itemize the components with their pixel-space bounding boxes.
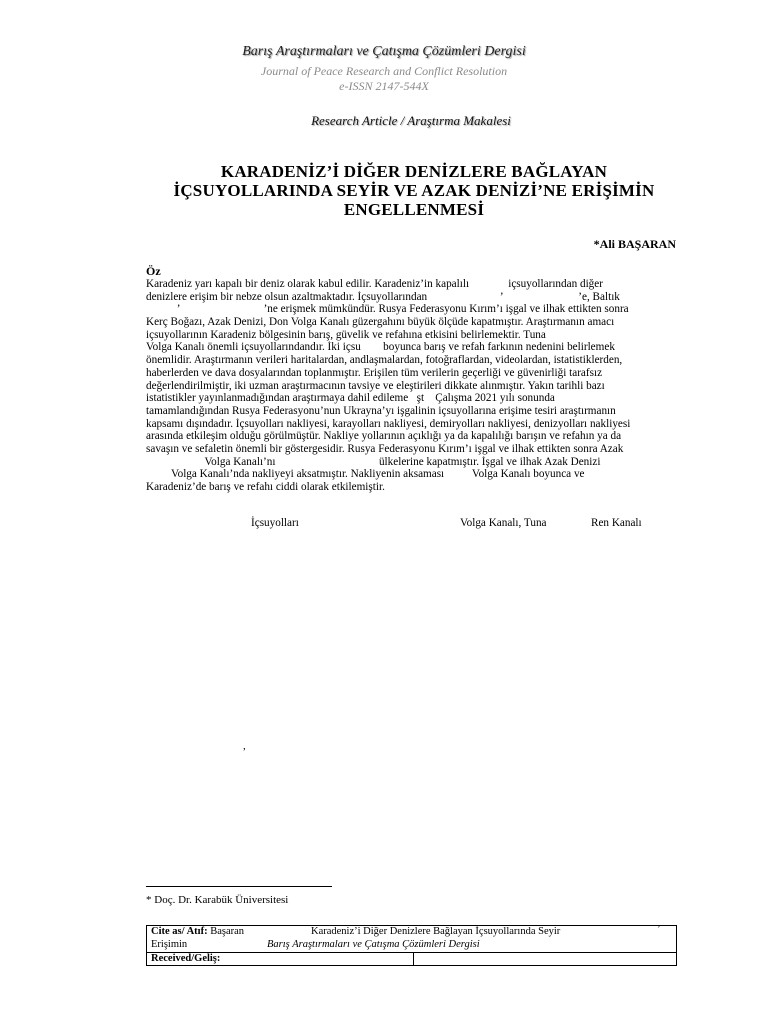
article-type: Research Article / Araştırma Makalesi	[311, 113, 511, 128]
abstract-heading: Öz	[146, 264, 161, 278]
abstract-line: önemlidir. Araştırmanın verileri haritalardan, andlaşmalardan, fotoğraflardan, videolardan, istatistiklerden,	[146, 354, 623, 367]
abstract-line: Volga Kanalı önemli içsuyollarındandır. İki içsu boyunca barış ve refah farkının nedenini belirlemek	[146, 341, 615, 354]
received-cell	[147, 953, 414, 966]
cite-title: Karadeniz’i Diğer Denizlere Bağlayan İçsuyollarında Seyir	[311, 926, 561, 937]
abstract-line: istatistikler yayınlanmadığından araştırmaya dahil edileme şt Çalışma 2021 yılı sonunda	[146, 392, 555, 405]
abstract-line: Karadeniz’de barış ve refahı ciddi olarak etkilemiştir.	[146, 481, 385, 493]
keyword-1: İçsuyolları	[251, 517, 299, 529]
cite-author: Başaran	[210, 926, 245, 937]
paper-title-line: ENGELLENMESİ	[343, 200, 485, 219]
citation-cell	[147, 926, 677, 953]
author-name: *Ali BAŞARAN	[593, 237, 676, 251]
abstract-line: haberlerden ve dava dosyalarından toplanmıştır. Erişilen tüm verilerin geçerliği ve güvenirliği tarafsız	[146, 366, 603, 379]
citation-table	[146, 925, 677, 966]
abstract-line: ’ ’ne erişmek mümkündür. Rusya Federasyonu Kırım’ı işgal ve ilhak ettikten sonra	[146, 303, 629, 316]
received-label: Received/Geliş:	[151, 953, 221, 964]
cite-journal: Barış Araştırmaları ve Çatışma Çözümleri Dergisi	[267, 939, 480, 950]
abstract-line: Volga Kanalı’nı ülkelerine kapatmıştır. İşgal ve ilhak Azak Denizi	[146, 455, 601, 468]
abstract-line: değerlendirilmiştir, iki uzman araştırmacının tavsiye ve eleştirileri dikkate alınmıştır. Yakın tarihli bazı	[146, 379, 605, 392]
keyword-2: Volga Kanalı, Tuna	[460, 517, 547, 529]
cite-title-cont: Erişimin	[151, 939, 188, 950]
keyword-3: Ren Kanalı	[591, 517, 642, 529]
abstract-line: Kerç Boğazı, Azak Denizi, Don Volga Kanalı güzergahını büyük ölçüde kapatmıştır. Araştırmanın amacı	[146, 316, 615, 329]
received-value-cell	[414, 953, 677, 966]
stray-mark: ,	[243, 740, 246, 752]
journal-title: Barış Araştırmaları ve Çatışma Çözümleri Dergisi	[242, 44, 526, 59]
cite-quote: ’	[657, 924, 661, 935]
paper-title	[140, 162, 688, 219]
abstract-line: kapsamı dışındadır. İçsuyolları nakliyesi, karayolları nakliyesi, demiryolları nakliyesi, denizyolları nakliyesi	[146, 417, 631, 430]
footnote-divider	[146, 886, 332, 887]
journal-subtitle: Journal of Peace Research and Conflict Resolution	[260, 64, 508, 78]
abstract-line: tamamlandığından Rusya Federasyonu’nun Ukrayna’yı işgalinin içsuyollarına erişime tesiri araştırmanın	[146, 404, 616, 417]
abstract-line: Karadeniz yarı kapalı bir deniz olarak kabul edilir. Karadeniz’in kapalılı içsuyollarından diğer	[146, 278, 603, 290]
abstract-line: içsuyollarının Karadeniz bölgesinin barış, güvelik ve refahına etkisini belirlemektir. Tuna	[146, 328, 546, 341]
abstract-line: denizlere erişim bir nebze olsun azaltmaktadır. İçsuyollarından ’ ’e, Baltık	[146, 290, 620, 303]
paper-title-line: İÇSUYOLLARINDA SEYİR VE AZAK DENİZİ’NE ERİŞİMİN	[173, 181, 655, 200]
cite-label: Cite as/ Atıf:	[151, 926, 208, 937]
paper-title-line: KARADENİZ’İ DİĞER DENİZLERE BAĞLAYAN	[220, 162, 608, 181]
abstract-line: Volga Kanalı’nda nakliyeyi aksatmıştır. Nakliyenin aksaması Volga Kanalı boyunca ve	[146, 468, 585, 481]
abstract-line: savaşın ve sefaletin önemli bir göstergesidir. Rusya Federasyonu Kırım’ı işgal ve ilhak ettikten sonra Azak	[146, 442, 624, 455]
footnote: * Doç. Dr. Karabük Üniversitesi	[146, 894, 289, 906]
abstract-line: arasında etkileşim olduğu görülmüştür. Nakliye yollarının açıklığı ya da kapalılığı barışın ve refahın ya da	[146, 430, 622, 443]
abstract-body	[146, 278, 677, 494]
journal-issn: e-ISSN 2147-544X	[339, 79, 429, 93]
